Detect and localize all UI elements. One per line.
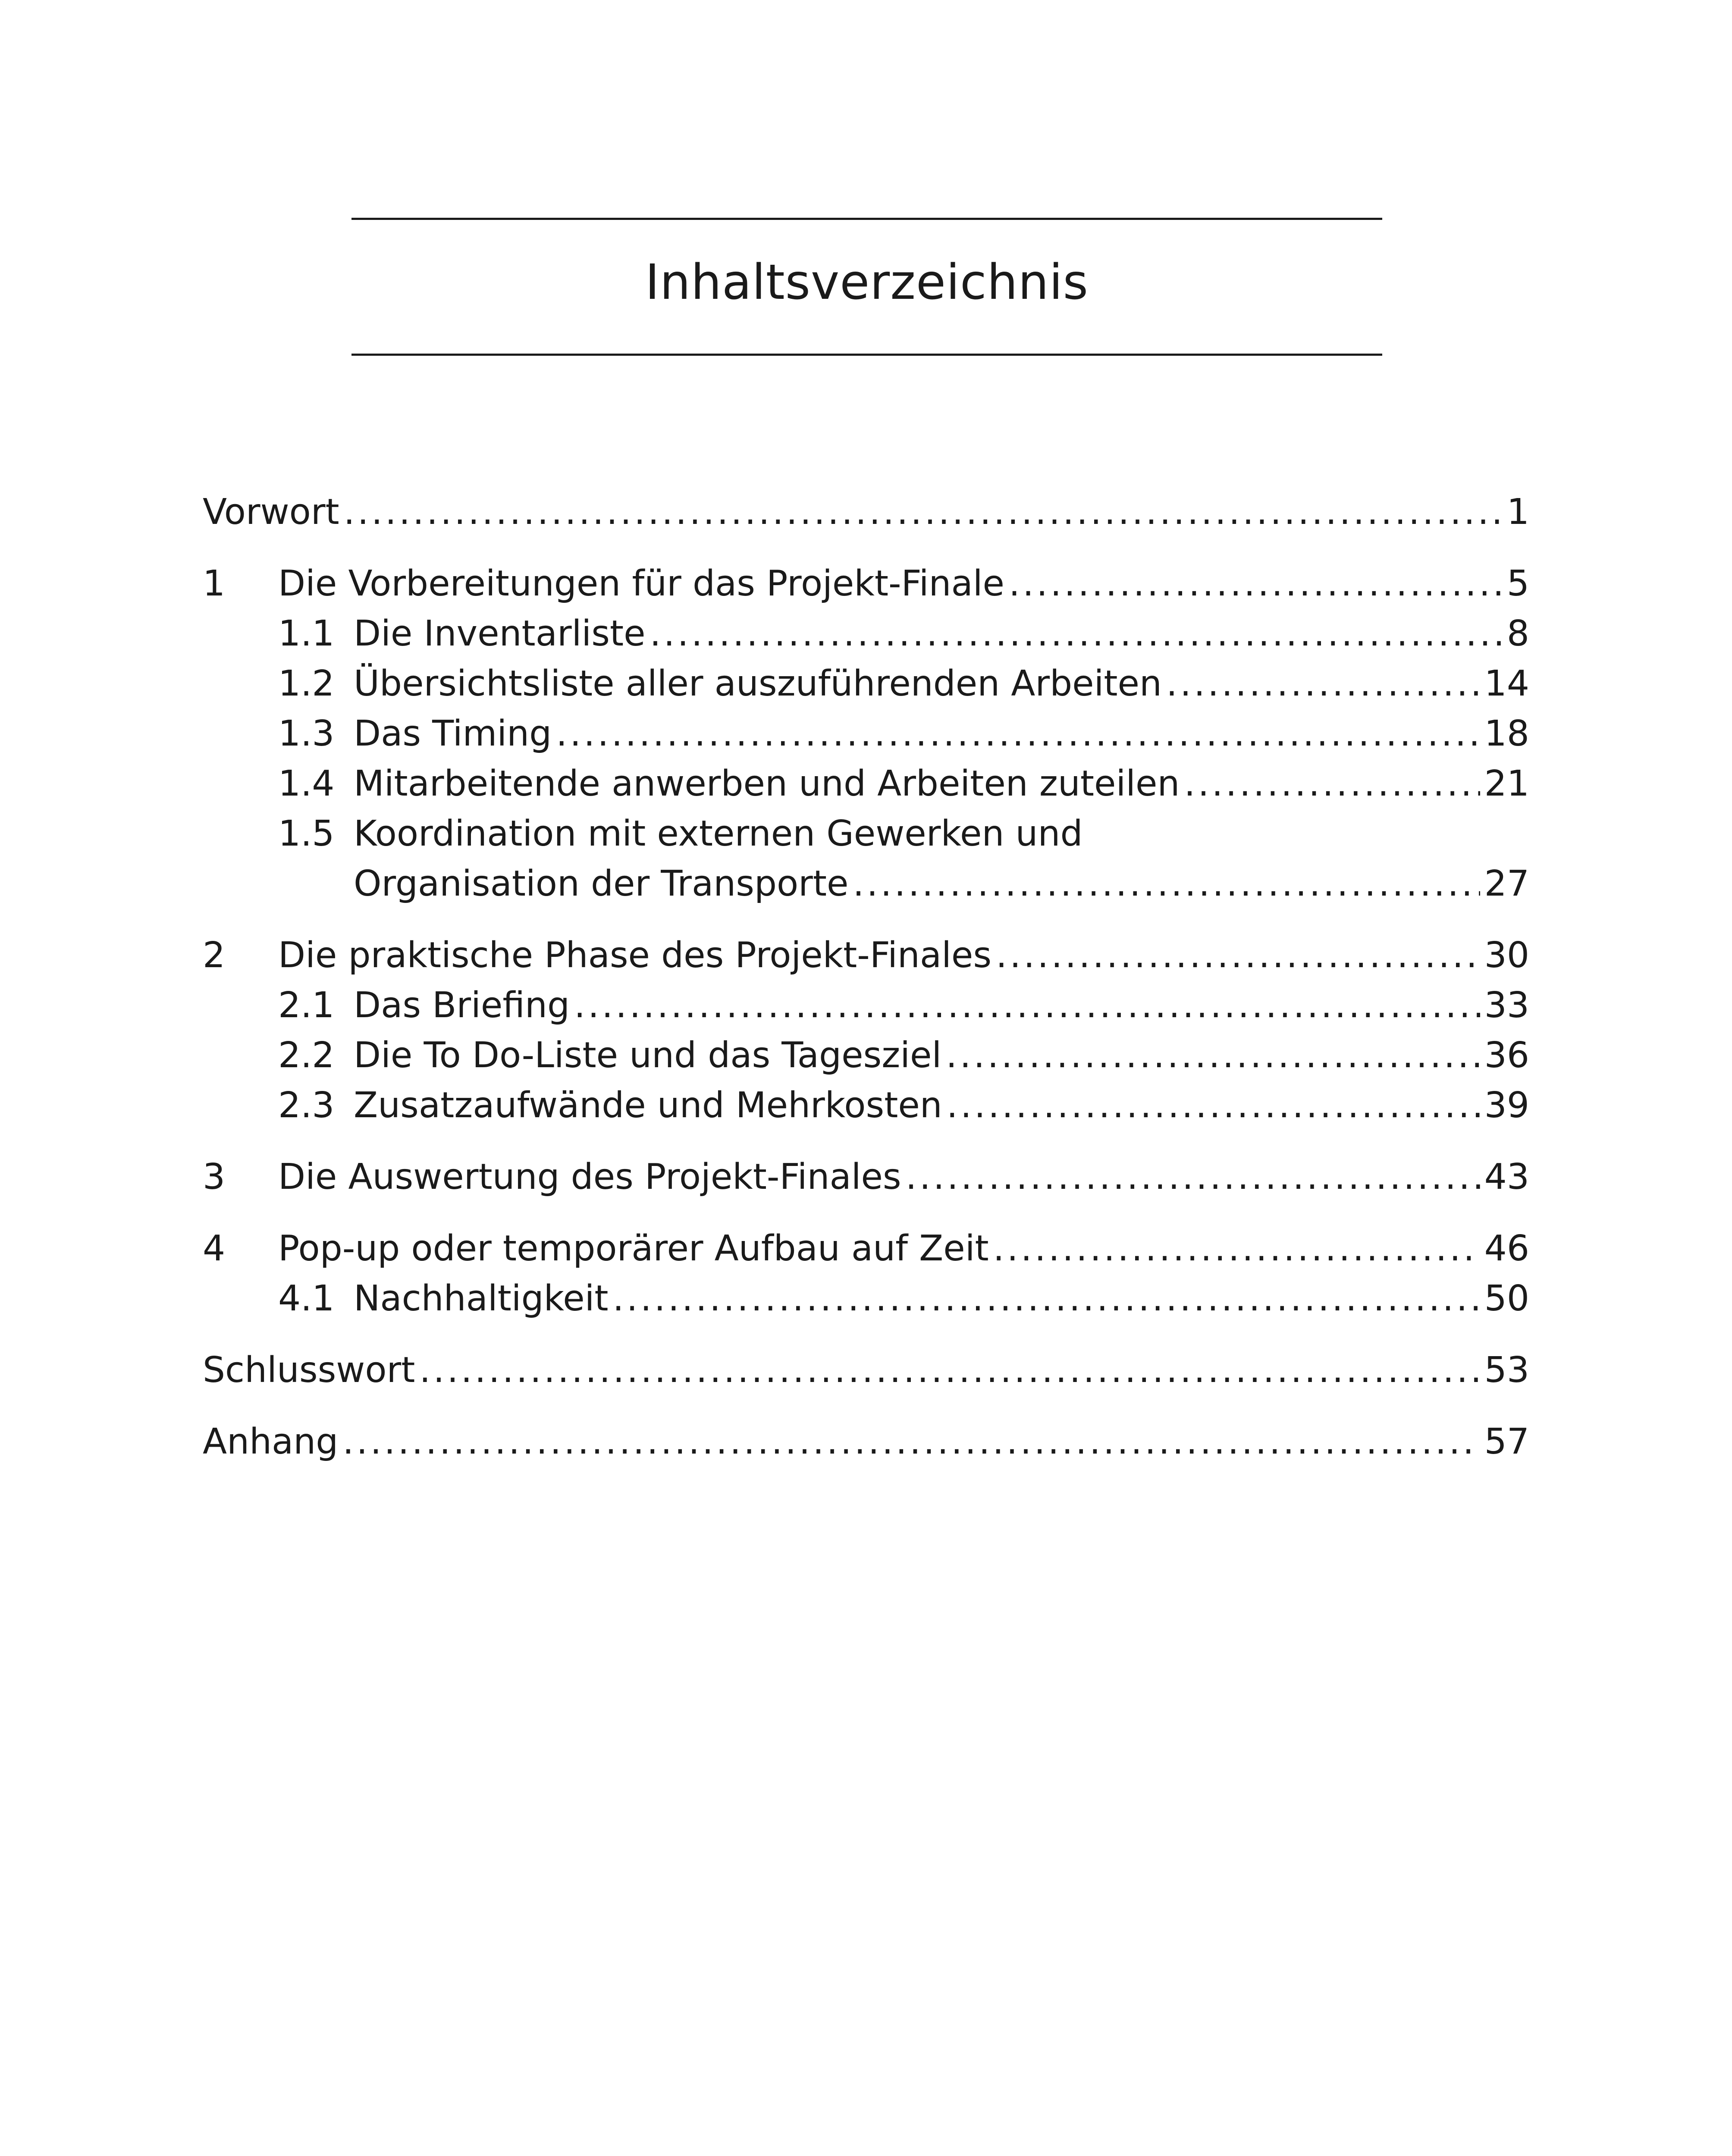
toc-entry-label: Die Auswertung des Projekt-Finales xyxy=(278,1156,901,1197)
toc-entry-2-3[interactable] xyxy=(203,1081,1529,1131)
toc-entry-number: 3 xyxy=(203,1156,226,1197)
toc-entry-1-5[interactable] xyxy=(203,809,1529,859)
toc-page-number: 43 xyxy=(1484,1156,1529,1197)
toc-leader xyxy=(1184,759,1480,809)
toc-entry-label: Mitarbeitende anwerben und Arbeiten zuteilen xyxy=(354,763,1180,804)
toc-leader xyxy=(650,609,1503,659)
toc-entry-number: 1.3 xyxy=(278,713,335,754)
toc-page-number: 27 xyxy=(1484,863,1529,904)
toc-entry-number: 1.4 xyxy=(278,763,335,804)
toc-entry-number: 1.2 xyxy=(278,663,335,704)
toc-entry-label: Zusatzaufwände und Mehrkosten xyxy=(354,1085,942,1126)
toc-leader xyxy=(574,981,1480,1031)
toc-page-number: 46 xyxy=(1484,1228,1529,1269)
toc-entry-chapter-1[interactable] xyxy=(203,559,1529,609)
toc-page-number: 53 xyxy=(1484,1350,1529,1391)
toc-entry-4-1[interactable] xyxy=(203,1274,1529,1324)
toc-leader xyxy=(996,931,1480,981)
toc-entry-1-3[interactable] xyxy=(203,709,1529,759)
toc-entry-anhang[interactable] xyxy=(203,1417,1529,1467)
toc-entry-number: 1 xyxy=(203,563,226,604)
toc-leader xyxy=(556,709,1480,759)
toc-leader xyxy=(1166,659,1480,709)
toc-entry-label: Koordination mit externen Gewerken und xyxy=(354,813,1083,854)
toc-page-number: 33 xyxy=(1484,985,1529,1026)
toc-page-number: 14 xyxy=(1484,663,1529,704)
toc-entry-2-1[interactable] xyxy=(203,981,1529,1031)
toc-entry-number: 4 xyxy=(203,1228,226,1269)
toc-leader xyxy=(947,1081,1480,1131)
toc-entry-2-2[interactable] xyxy=(203,1031,1529,1081)
toc-leader xyxy=(946,1031,1480,1081)
page-title: Inhaltsverzeichnis xyxy=(645,254,1089,310)
toc-page-number: 1 xyxy=(1506,492,1529,533)
toc-leader xyxy=(993,1224,1480,1274)
toc-entry-number: 1.5 xyxy=(278,813,335,854)
title-rule-bottom xyxy=(351,354,1382,356)
toc-entry-1-2[interactable] xyxy=(203,659,1529,709)
toc-entry-number: 2 xyxy=(203,935,226,976)
toc-entry-label: Die To Do-Liste und das Tagesziel xyxy=(354,1035,942,1076)
toc-leader xyxy=(1009,559,1503,609)
toc-entry-number: 2.3 xyxy=(278,1085,335,1126)
title-rule-top xyxy=(351,218,1382,220)
toc-entry-1-4[interactable] xyxy=(203,759,1529,809)
toc-leader xyxy=(613,1274,1480,1324)
toc-entry-number: 1.1 xyxy=(278,613,335,654)
toc-entry-schlusswort[interactable] xyxy=(203,1345,1529,1395)
toc-entry-label: Das Briefing xyxy=(354,985,570,1026)
toc-entry-chapter-2[interactable] xyxy=(203,931,1529,981)
toc-entry-label: Das Timing xyxy=(354,713,552,754)
toc-entry-label-continuation: Organisation der Transporte xyxy=(354,863,849,904)
toc-entry-number: 2.2 xyxy=(278,1035,335,1076)
toc-entry-label: Pop-up oder temporärer Aufbau auf Zeit xyxy=(278,1228,989,1269)
toc-entry-chapter-4[interactable] xyxy=(203,1224,1529,1274)
toc-leader xyxy=(906,1152,1480,1202)
toc-entry-1-1[interactable] xyxy=(203,609,1529,659)
toc-entry-1-5-continuation[interactable] xyxy=(203,859,1529,909)
toc-entry-label: Nachhaltigkeit xyxy=(354,1278,609,1319)
toc-page-number: 50 xyxy=(1484,1278,1529,1319)
toc-entry-label: Die Inventarliste xyxy=(354,613,646,654)
toc-leader xyxy=(419,1345,1480,1395)
toc-entry-label: Die praktische Phase des Projekt-Finales xyxy=(278,935,992,976)
toc-entry-number: 2.1 xyxy=(278,985,335,1026)
toc-page-number: 57 xyxy=(1484,1421,1529,1462)
toc-entry-label: Übersichtsliste aller auszuführenden Arbeiten xyxy=(354,663,1162,704)
toc-leader xyxy=(344,487,1503,537)
toc-page-number: 39 xyxy=(1484,1085,1529,1126)
toc-page-number: 36 xyxy=(1484,1035,1529,1076)
toc-entry-label: Anhang xyxy=(203,1421,339,1462)
toc-entry-chapter-3[interactable] xyxy=(203,1152,1529,1202)
toc-entry-vorwort[interactable] xyxy=(203,487,1529,537)
toc-page-number: 5 xyxy=(1506,563,1529,604)
toc-page-number: 30 xyxy=(1484,935,1529,976)
table-of-contents xyxy=(203,487,1529,1467)
toc-entry-label: Die Vorbereitungen für das Projekt-Finale xyxy=(278,563,1005,604)
toc-leader xyxy=(853,859,1480,909)
toc-leader xyxy=(342,1417,1480,1467)
toc-page-number: 18 xyxy=(1484,713,1529,754)
toc-entry-label: Schlusswort xyxy=(203,1350,415,1391)
toc-entry-label: Vorwort xyxy=(203,492,339,533)
toc-page-number: 8 xyxy=(1506,613,1529,654)
toc-entry-number: 4.1 xyxy=(278,1278,335,1319)
toc-page-number: 21 xyxy=(1484,763,1529,804)
